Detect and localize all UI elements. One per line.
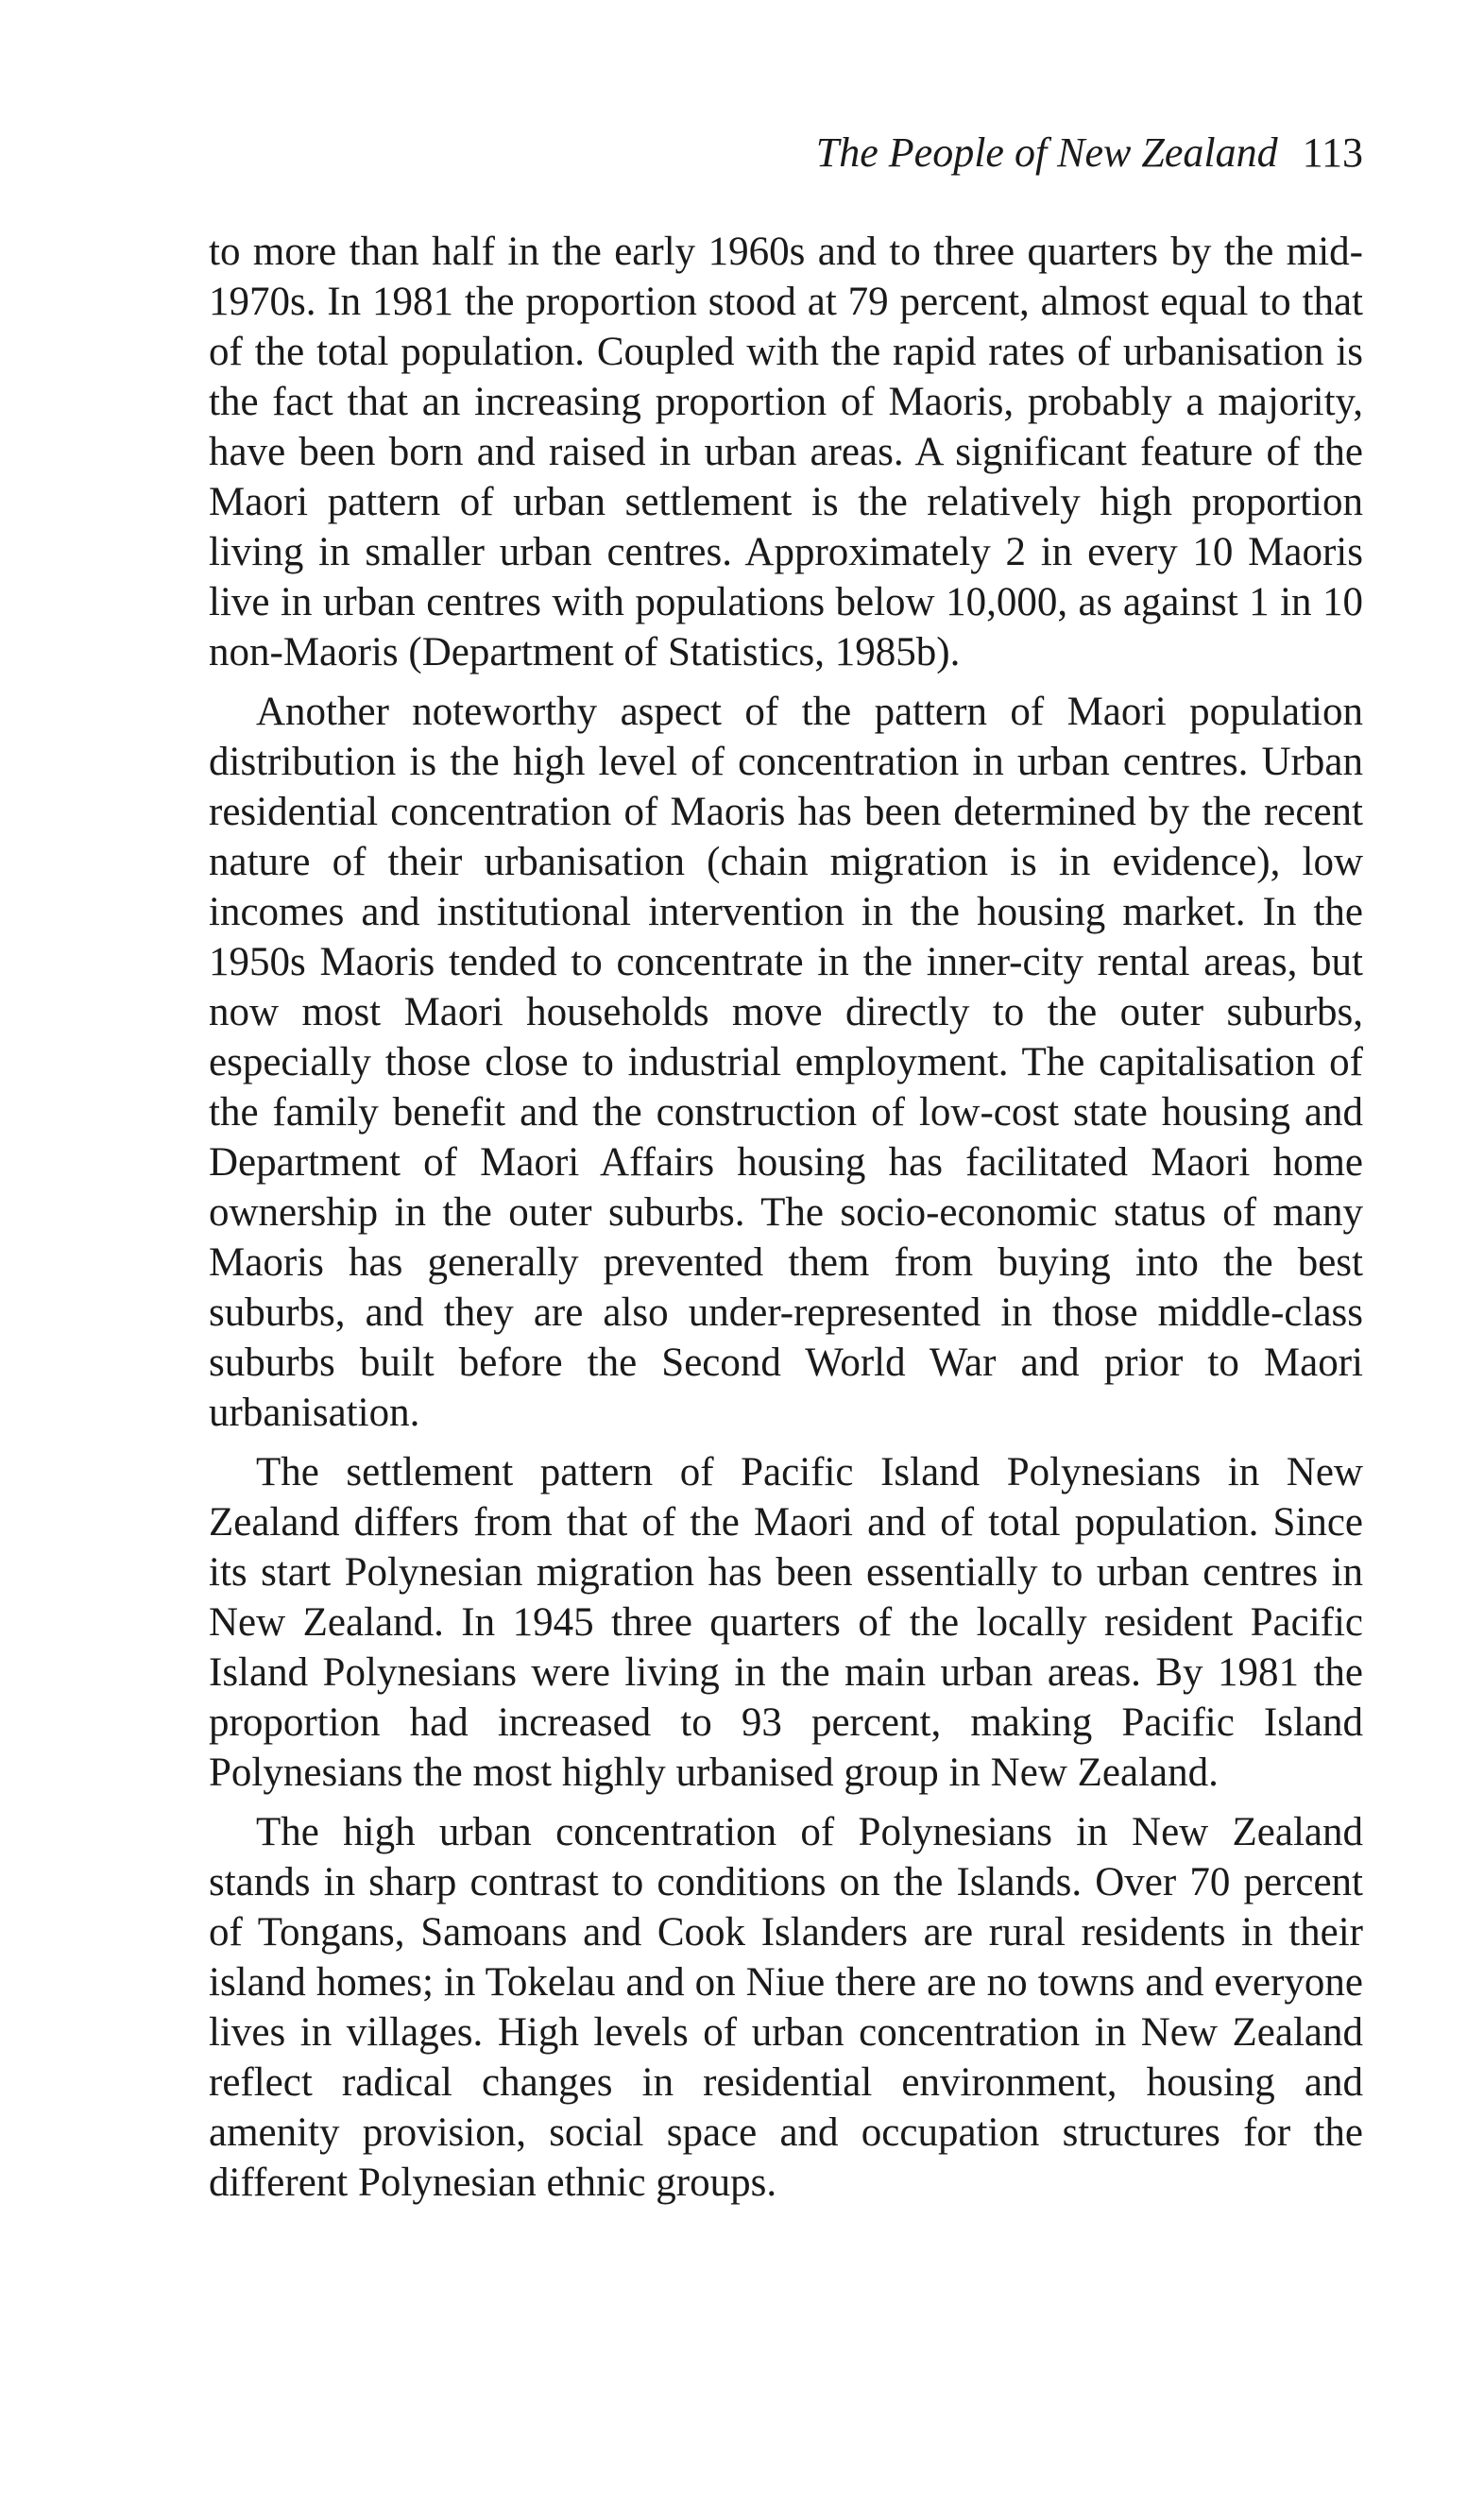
paragraph-continued: to more than half in the early 1960s and to three quarters by the mid-1970s. In 1981 the proportion stood at 79 percent, almost equal to that of the total population. Coupled with the rapid rates of urbanisation is the fact that an increasing proportion of Maoris, probably a majority, have been born and raised in urban areas. A significant feature of the Maori pattern of urban settlement is the relatively high proportion living in smaller urban centres. Approximately 2 in every 10 Maoris live in urban centres with populations below 10,000, as against 1 in 10 non-Maoris (Department of Statistics, 1985b). [209, 230, 1363, 674]
running-header [209, 129, 1363, 176]
paragraph-island-contrast: The high urban concentration of Polynesians in New Zealand stands in sharp contrast to conditions on the Islands. Over 70 percent of Tongans, Samoans and Cook Islanders are rural residents in their island homes; in Tokelau and on Niue there are no towns and everyone lives in villages. High levels of urban concentration in New Zealand reflect radical changes in residential environment, housing and amenity provision, social space and occupation structures for the different Polynesian ethnic groups. [209, 1810, 1363, 2205]
paragraph-maori-distribution: Another noteworthy aspect of the pattern of Maori population distribution is the high level of concentration in urban centres. Urban residential concentration of Maoris has been determined by the recent nature of their urbanisation (chain migration is in evidence), low incomes and institutional intervention in the housing market. In the 1950s Maoris tended to concentrate in the inner-city rental areas, but now most Maori households move directly to the outer suburbs, especially those close to industrial employment. The capitalisation of the family benefit and the construction of low-cost state housing and Department of Maori Affairs housing has facilitated Maori home ownership in the outer suburbs. The socio-economic status of many Maoris has generally prevented them from buying into the best suburbs, and they are also under-represented in those middle-class suburbs built before the Second World War and prior to Maori urbanisation. [209, 690, 1363, 1435]
running-title: The People of New Zealand [815, 129, 1278, 176]
page-number: 113 [1302, 129, 1363, 176]
body-text [209, 227, 1363, 2208]
paragraph-pacific-settlement: The settlement pattern of Pacific Island Polynesians in New Zealand differs from that of the Maori and of total population. Since its start Polynesian migration has been essentially to urban centres in New Zealand. In 1945 three quarters of the locally resident Pacific Island Polynesians were living in the main urban areas. By 1981 the proportion had increased to 93 percent, making Pacific Island Polynesians the most highly urbanised group in New Zealand. [209, 1450, 1363, 1795]
